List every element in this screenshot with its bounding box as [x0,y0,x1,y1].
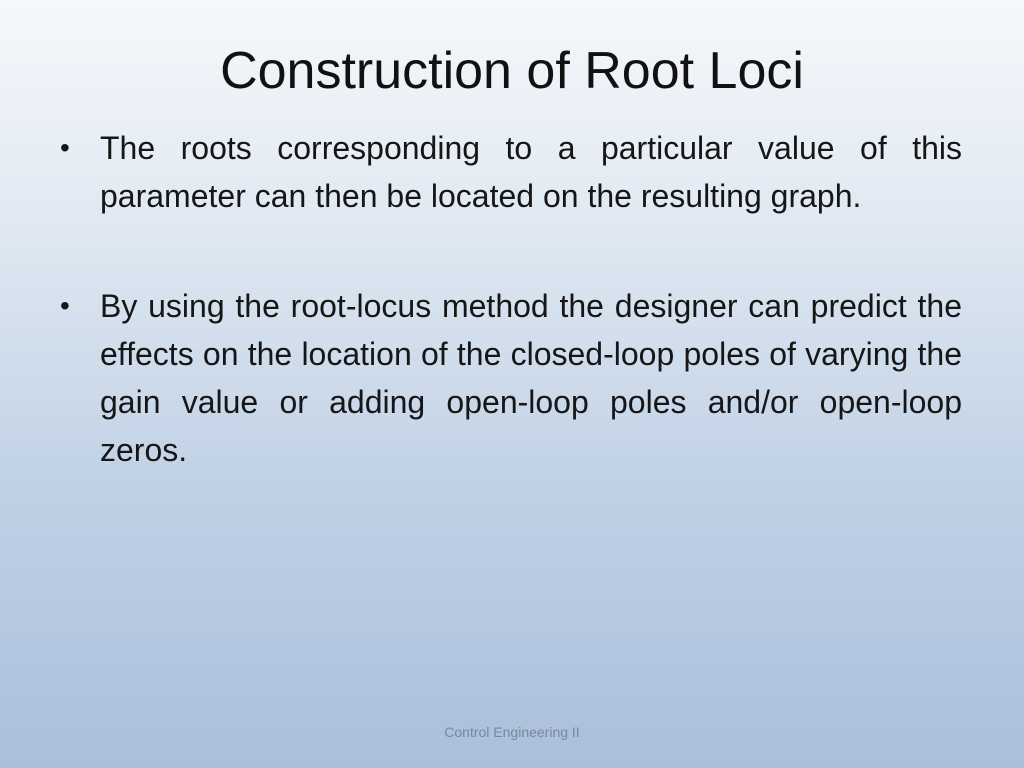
bullet-text: By using the root-locus method the designer can predict the effects on the location of the closed-loop poles of varying the gain value or adding open-loop poles and/or open-loop zeros. [100,288,962,468]
bullet-item [56,282,962,474]
slide-footer: Control Engineering II [444,724,580,740]
slide-title: Construction of Root Loci [220,42,804,100]
bullet-marker: • [60,132,70,163]
bullet-list [56,124,962,474]
bullet-item [56,124,962,220]
bullet-text: The roots corresponding to a particular value of this parameter can then be located on the resulting graph. [100,130,962,214]
bullet-marker: • [60,290,70,321]
